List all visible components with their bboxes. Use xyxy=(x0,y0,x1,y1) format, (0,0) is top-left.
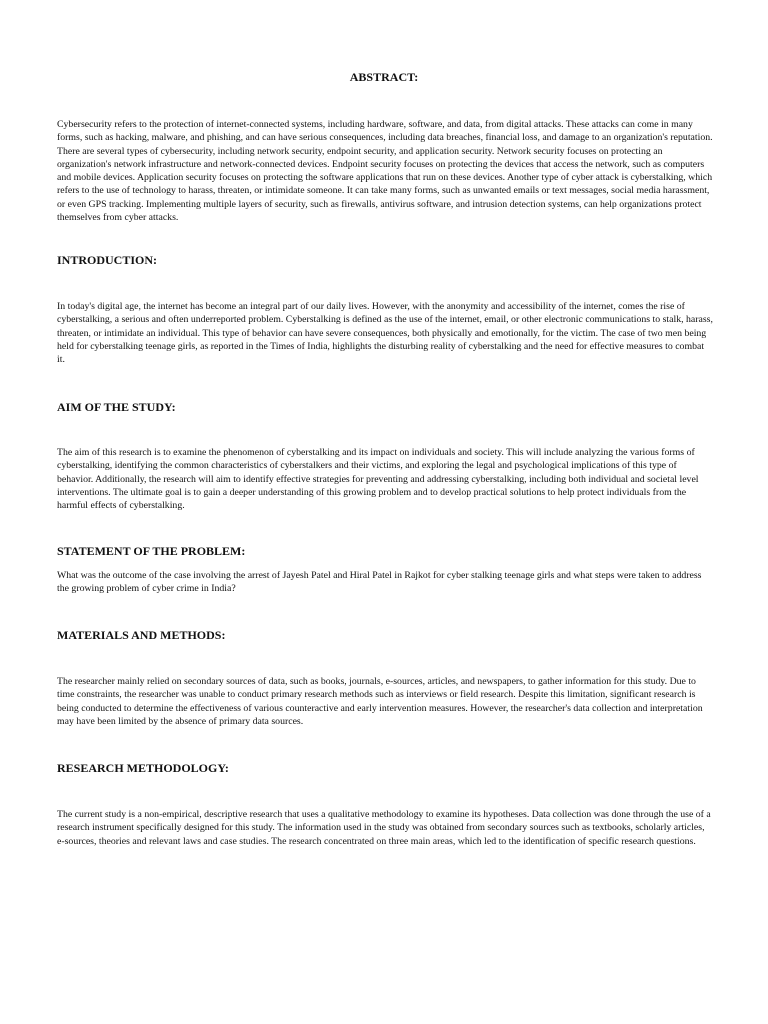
methodology-heading: RESEARCH METHODOLOGY: xyxy=(57,761,229,775)
materials-paragraph: The researcher mainly relied on secondary sources of data, such as books, journals, e-sources, articles, and newspapers, to gather information for this study. Due to time constraints, the researcher was unable to conduct primary research methods such as interviews or field research. Despite this limitation, significant research is being conducted to determine the effectiveness of various counteractive and early intervention measures. However, the researcher's data collection and interpretation may have been limited by the absence of primary data sources. xyxy=(57,676,703,727)
problem-heading: STATEMENT OF THE PROBLEM: xyxy=(57,544,246,558)
introduction-paragraph: In today's digital age, the internet has become an integral part of our daily lives. However, with the anonymity and accessibility of the internet, comes the rise of cyberstalking, a serious and often underreported problem. Cyberstalking is defined as the use of the internet, email, or other electronic communications to stalk, harass, threaten, or intimidate an individual. This type of behavior can have severe consequences, both physically and emotionally, for the victim. The case of two men being held for cyberstalking teenage girls, as reported in the Times of India, highlights the disturbing reality of cyberstalking and the need for effective measures to combat it. xyxy=(57,301,713,366)
abstract-heading: ABSTRACT: xyxy=(349,70,419,84)
aim-paragraph: The aim of this research is to examine the phenomenon of cyberstalking and its impact on individuals and society. This will include analyzing the various forms of cyberstalking, identifying the common characteristics of cyberstalkers and their victims, and exploring the legal and psychological implications of this type of behavior. Additionally, the research will aim to identify effective strategies for preventing and addressing cyberstalking, including both individual and societal level interventions. The ultimate goal is to gain a deeper understanding of this growing problem and to develop practical solutions to help protect individuals from the harmful effects of cyberstalking. xyxy=(57,447,699,512)
introduction-heading: INTRODUCTION: xyxy=(57,253,158,267)
aim-heading: AIM OF THE STUDY: xyxy=(57,400,176,414)
materials-heading: MATERIALS AND METHODS: xyxy=(57,628,226,642)
abstract-paragraph: Cybersecurity refers to the protection of internet-connected systems, including hardware, software, and data, from digital attacks. These attacks can come in many forms, such as hacking, malware, and phishing, and can have serious consequences, including data breaches, financial loss, and damage to an organization's reputation. There are several types of cybersecurity, including network security, endpoint security, and application security. Network security focuses on protecting an organization's network infrastructure and network-connected devices. Endpoint security focuses on protecting the devices that access the network, such as computers and mobile devices. Application security focuses on protecting the software applications that run on these devices. Another type of cyber attack is cyberstalking, which refers to the use of technology to harass, threaten, or intimidate someone. It can take many forms, such as unwanted emails or text messages, social media harassment, or even GPS tracking. Implementing multiple layers of security, such as firewalls, antivirus software, and intrusion detection systems, can help organizations protect themselves from cyber attacks. xyxy=(57,119,713,224)
methodology-paragraph: The current study is a non-empirical, descriptive research that uses a qualitative methodology to examine its hypotheses. Data collection was done through the use of a research instrument specifically designed for this study. The information used in the study was obtained from secondary sources such as textbooks, scholarly articles, e-sources, theories and relevant laws and case studies. The research concentrated on three main areas, which led to the identification of specific research questions. xyxy=(57,809,711,847)
problem-paragraph: What was the outcome of the case involving the arrest of Jayesh Patel and Hiral Patel in Rajkot for cyber stalking teenage girls and what steps were taken to address the growing problem of cyber crime in India? xyxy=(57,570,702,595)
